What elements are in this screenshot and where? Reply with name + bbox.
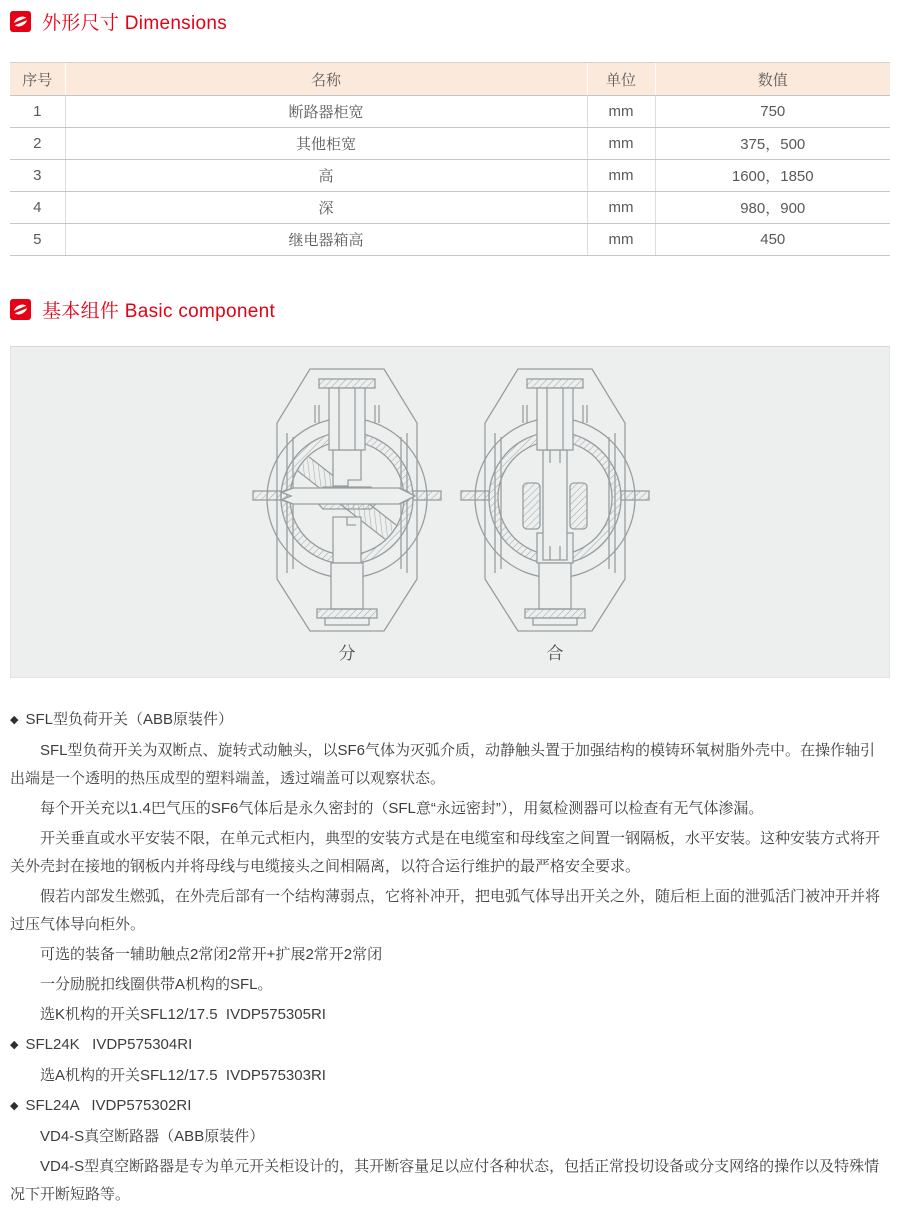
cell-name: 高 <box>65 160 587 192</box>
diamond-bullet-icon: ◆ <box>10 1039 19 1051</box>
brand-swoosh-icon <box>10 11 31 32</box>
cell-no: 1 <box>10 96 65 128</box>
switch-closed-diagram <box>461 369 649 631</box>
cell-no: 4 <box>10 192 65 224</box>
diagram-label-open: 分 <box>338 644 356 663</box>
cell-name: 深 <box>65 192 587 224</box>
cell-no: 3 <box>10 160 65 192</box>
brand-swoosh-icon <box>10 299 31 320</box>
table-row <box>10 160 890 192</box>
cell-unit: mm <box>587 96 655 128</box>
bullet-heading-sfl24a <box>10 1092 890 1121</box>
switch-open-diagram <box>253 369 441 631</box>
table-header-row <box>10 63 890 96</box>
diamond-bullet-icon: ◆ <box>10 1100 19 1112</box>
switch-cross-section-drawing <box>11 347 889 677</box>
bullet-heading-text: SFL24K IVDP575304RI <box>25 1036 193 1053</box>
dimensions-table <box>10 62 890 256</box>
paragraph: VD4-S型真空断路器是专为单元开关柜设计的，其开断容量足以应付各种状态，包括正常投切设备或分支网络的操作以及特殊情况下开断短路等。 <box>10 1158 880 1203</box>
cell-no: 2 <box>10 128 65 160</box>
paragraph: 可选的装备一辅助触点2常闭2常开+扩展2常开2常闭 <box>40 946 383 963</box>
cell-no: 5 <box>10 224 65 256</box>
section-header-dimensions <box>10 8 890 34</box>
table-row <box>10 192 890 224</box>
section-header-components <box>10 296 890 322</box>
col-header-name: 名称 <box>65 63 587 96</box>
paragraph: 一分励脱扣线圈供带A机构的SFL。 <box>40 976 273 993</box>
cell-value: 375，500 <box>655 128 890 160</box>
bullet-heading-sfl24k <box>10 1031 890 1060</box>
section-title-dimensions: 外形尺寸 Dimensions <box>42 12 228 34</box>
component-diagram-box <box>10 346 890 678</box>
paragraph: VD4-S真空断路器（ABB原装件） <box>40 1128 265 1145</box>
paragraph: 开关垂直或水平安装不限，在单元式柜内，典型的安装方式是在电缆室和母线室之间置一钢隔板，水平安装。这种安装方式将开关外壳封在接地的钢板内并将母线与电缆接头之间相隔离，以符合运行维护的最严格安全要求。 <box>10 830 881 875</box>
paragraph: 每个开关充以1.4巴气压的SF6气体后是永久密封的（SFL意“永远密封”），用氦检测器可以检查有无气体渗漏。 <box>40 800 764 817</box>
bullet-heading-text: SFL型负荷开关（ABB原装件） <box>25 711 233 728</box>
cell-value: 1600，1850 <box>655 160 890 192</box>
bullet-heading-text: SFL24A IVDP575302RI <box>25 1097 192 1114</box>
paragraph: 假若内部发生燃弧，在外壳后部有一个结构薄弱点，它将补冲开，把电弧气体导出开关之外，随后柜上面的泄弧活门被冲开并将过压气体导向柜外。 <box>10 888 881 933</box>
paragraph: 选A机构的开关SFL12/17.5 IVDP575303RI <box>40 1067 326 1084</box>
col-header-value: 数值 <box>655 63 890 96</box>
cell-unit: mm <box>587 160 655 192</box>
diagram-label-closed: 合 <box>546 644 564 663</box>
bullet-heading-sfl <box>10 706 890 735</box>
diamond-bullet-icon: ◆ <box>10 714 19 726</box>
cell-name: 继电器箱高 <box>65 224 587 256</box>
cell-unit: mm <box>587 224 655 256</box>
cell-unit: mm <box>587 192 655 224</box>
cell-value: 980，900 <box>655 192 890 224</box>
col-header-unit: 单位 <box>587 63 655 96</box>
section-title-components: 基本组件 Basic component <box>42 300 276 322</box>
paragraph: 选K机构的开关SFL12/17.5 IVDP575305RI <box>40 1006 326 1023</box>
table-row <box>10 96 890 128</box>
description-text-section <box>10 706 890 1209</box>
cell-value: 750 <box>655 96 890 128</box>
col-header-no: 序号 <box>10 63 65 96</box>
cell-unit: mm <box>587 128 655 160</box>
cell-value: 450 <box>655 224 890 256</box>
cell-name: 断路器柜宽 <box>65 96 587 128</box>
table-row <box>10 224 890 256</box>
cell-name: 其他柜宽 <box>65 128 587 160</box>
table-row <box>10 128 890 160</box>
paragraph: SFL型负荷开关为双断点、旋转式动触头，以SF6气体为灭弧介质，动静触头置于加强结构的模铸环氧树脂外壳中。在操作轴引出端是一个透明的热压成型的塑料端盖，透过端盖可以观察状态。 <box>10 742 876 787</box>
